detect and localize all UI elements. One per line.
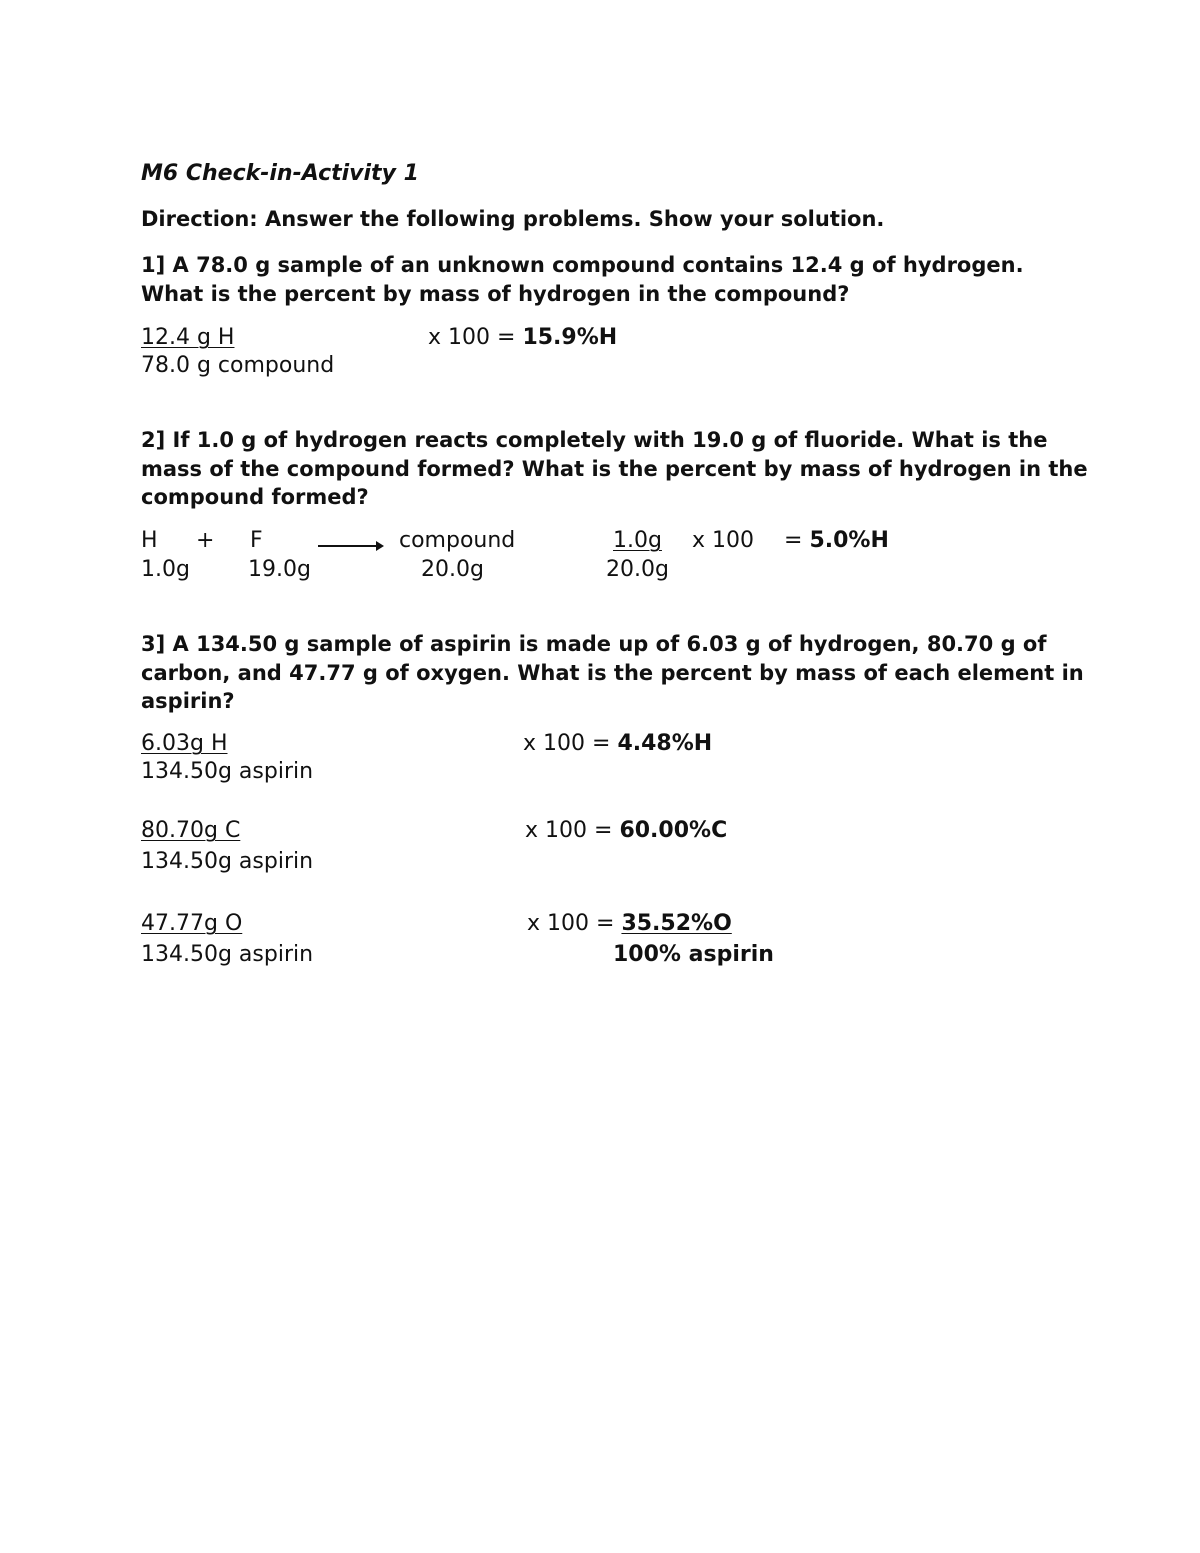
q3-carbon-result: 60.00%C	[619, 818, 728, 843]
question-3-line: 3] A 134.50 g sample of aspirin is made up of 6.03 g of hydrogen, 80.70 g of	[141, 632, 1047, 656]
q1-result: 15.9%H	[522, 325, 618, 350]
q1-times: x 100 =	[428, 325, 523, 350]
question-1-line: 1] A 78.0 g sample of an unknown compound contains 12.4 g of hydrogen.	[141, 253, 1024, 277]
q3-oxygen-times: x 100 =	[527, 911, 622, 936]
q3-oxygen-result: 35.52%O	[621, 911, 732, 936]
question-3-line: aspirin?	[141, 689, 235, 713]
q3-oxygen-calculation	[527, 911, 732, 936]
q3-carbon-calculation	[525, 818, 727, 843]
question-2	[141, 426, 1088, 512]
q3-carbon-times: x 100 =	[525, 818, 620, 843]
q3-hydrogen-denominator: 134.50g aspirin	[141, 759, 314, 784]
q2-denominator: 20.0g	[606, 557, 669, 582]
q2-equals: =	[784, 528, 810, 553]
q2-compound-mass: 20.0g	[421, 557, 484, 582]
q3-hydrogen-numerator: 6.03g H	[141, 731, 228, 756]
page-title: M6 Check-in-Activity 1	[141, 161, 419, 186]
q3-hydrogen-times: x 100 =	[523, 731, 618, 756]
q2-compound: compound	[399, 528, 516, 553]
q1-denominator: 78.0 g compound	[141, 353, 335, 378]
q1-numerator: 12.4 g H	[141, 325, 235, 350]
q3-hydrogen-result: 4.48%H	[617, 731, 713, 756]
question-2-line: compound formed?	[141, 485, 369, 509]
q3-oxygen-denominator: 134.50g aspirin	[141, 942, 314, 967]
q2-fluoride: F	[250, 528, 263, 553]
question-2-line: 2] If 1.0 g of hydrogen reacts completely with 19.0 g of fluoride. What is the	[141, 428, 1048, 452]
q3-hydrogen-calculation	[523, 731, 712, 756]
question-3-line: carbon, and 47.77 g of oxygen. What is the percent by mass of each element in	[141, 660, 1084, 685]
q2-calculation	[784, 528, 889, 553]
question-1	[141, 251, 1024, 308]
q2-numerator: 1.0g	[613, 528, 662, 553]
q3-total: 100% aspirin	[613, 942, 774, 967]
q1-calculation	[428, 325, 617, 350]
q2-hydrogen-mass: 1.0g	[141, 557, 190, 582]
q2-plus: +	[196, 528, 215, 553]
q3-oxygen-numerator: 47.77g O	[141, 911, 243, 936]
q2-hydrogen: H	[141, 528, 158, 553]
q2-fluoride-mass: 19.0g	[248, 557, 311, 582]
question-2-line: mass of the compound formed? What is the percent by mass of hydrogen in the	[141, 456, 1088, 481]
question-1-line: What is the percent by mass of hydrogen in the compound?	[141, 281, 850, 306]
reaction-arrow-icon	[318, 545, 382, 547]
q2-times: x 100	[692, 528, 755, 553]
q3-carbon-numerator: 80.70g C	[141, 818, 241, 843]
question-3	[141, 630, 1084, 716]
q2-result: 5.0%H	[809, 528, 889, 553]
direction-text: Direction: Answer the following problems. Show your solution.	[141, 207, 885, 231]
q3-carbon-denominator: 134.50g aspirin	[141, 849, 314, 874]
